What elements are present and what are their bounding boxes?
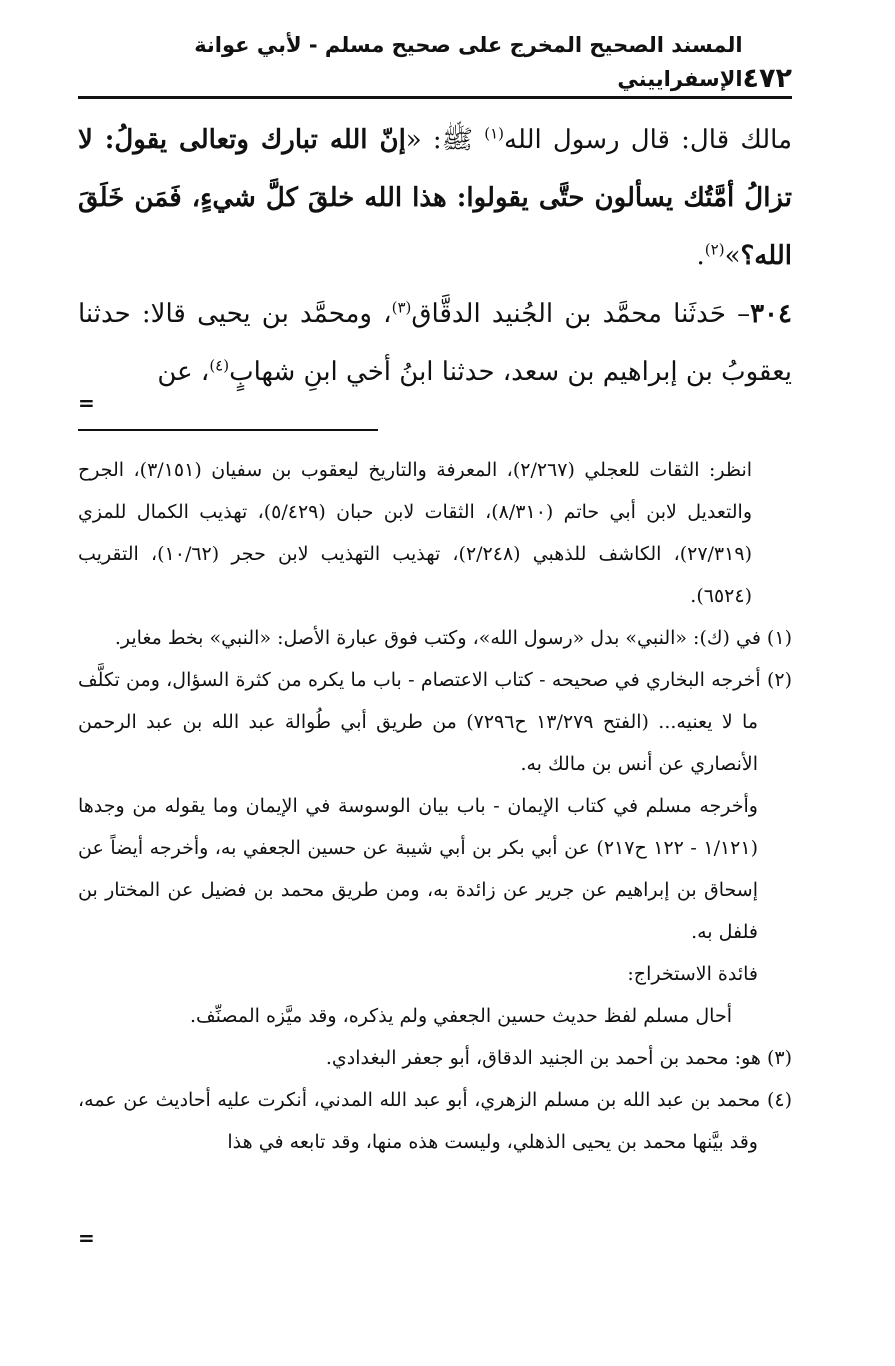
footnote-1: (١) في (ك): «النبي» بدل «رسول الله»، وكتب فوق عبارة الأصل: «النبي» بخط مغاير. bbox=[114, 627, 792, 649]
footnote-2-benefit-heading: فائدة الاستخراج: bbox=[627, 963, 758, 985]
text-segment: » bbox=[724, 241, 741, 271]
text-segment: – حَدثَنا محمَّد بن الجُنيد الدقَّاق bbox=[411, 299, 751, 329]
main-text bbox=[78, 111, 792, 401]
text-segment: ﷺ: « bbox=[405, 125, 485, 155]
footnote-ref-3[interactable]: (٣) bbox=[391, 298, 412, 317]
footnote-ref-2[interactable]: (٢) bbox=[704, 240, 725, 259]
footnote-ref-4[interactable]: (٤) bbox=[209, 356, 230, 375]
page-number: ٤٧٢ bbox=[742, 63, 792, 94]
book-page bbox=[78, 33, 792, 1163]
footnote-2-benefit: أحال مسلم لفظ حديث حسين الجعفي ولم يذكره، وقد ميَّزه المصنِّف. bbox=[189, 1005, 732, 1027]
text-segment: . bbox=[696, 241, 705, 271]
footnote-2-muslim: وأخرجه مسلم في كتاب الإيمان - باب بيان الوسوسة في الإيمان وما يقوله من وجدها (١/١٢١ - ١٢٢ ح٢١٧) عن أبي بكر بن أبي شيبة عن حسين الجعفي به، وأخرجه أيضاً عن إسحاق بن إبراهيم عن جرير عن زائدة به، ومن طريق محمد بن فضيل عن المختار بن فلفل به. bbox=[78, 795, 759, 943]
footnote-ref-1[interactable]: (١) bbox=[484, 124, 505, 143]
continuation-mark-bottom: = bbox=[78, 1226, 95, 1250]
hadith-number: ٣٠٤ bbox=[750, 299, 792, 329]
footnote-separator bbox=[78, 429, 378, 431]
hadith-text-paragraph bbox=[78, 111, 792, 285]
footnote-4: (٤) محمد بن عبد الله بن مسلم الزهري، أبو عبد الله المدني، أنكرت عليه أحاديث عن عمه، وقد بيَّنها محمد بن يحيى الذهلي، وليست هذه منها، وقد تابعه في هذا bbox=[78, 1089, 792, 1153]
footnote-continuation: انظر: الثقات للعجلي (٢/٢٦٧)، المعرفة والتاريخ ليعقوب بن سفيان (٣/١٥١)، الجرح والتعديل لابن أبي حاتم (٨/٣١٠)، الثقات لابن حبان (٥/٤٢٩)، تهذيب الكمال للمزي (٢٧/٣١٩)، الكاشف للذهبي (٢/٢٤٨)، تهذيب التهذيب لابن حجر (١٠/٦٢)، التقريب (٦٥٢٤). bbox=[78, 459, 753, 607]
text-segment: ، ومحمَّد بن يحيى قالا: حدثنا يعقوبُ بن إبراهيم بن سعد، حدثنا ابنُ أخي ابنِ شهابٍ bbox=[78, 299, 792, 387]
isnad-paragraph bbox=[78, 285, 792, 401]
running-title: المسند الصحيح المخرج على صحيح مسلم - لأبي عوانة الإسفراييني bbox=[194, 33, 743, 91]
footnotes-section bbox=[78, 449, 792, 1163]
footnote-2: (٢) أخرجه البخاري في صحيحه - كتاب الاعتصام - باب ما يكره من كثرة السؤال، ومن تكلَّف ما لا يعنيه... (الفتح ١٣/٢٧٩ ح٧٢٩٦) من طريق أبي طُوالة عبد الله بن عبد الرحمن الأنصاري عن أنس بن مالك به. bbox=[78, 669, 792, 775]
text-segment: مالك قال: قال رسول الله bbox=[504, 125, 792, 155]
hadith-quote: إنّ الله تبارك وتعالى يقولُ: لا تزالُ أمَّتُك يسألون حتَّى يقولوا: هذا الله خلقَ كلَّ شيءٍ، فَمَن خَلَقَ الله؟ bbox=[78, 125, 792, 271]
footnote-3: (٣) هو: محمد بن أحمد بن الجنيد الدقاق، أبو جعفر البغدادي. bbox=[325, 1047, 792, 1069]
text-segment: ، عن bbox=[157, 357, 210, 387]
page-header bbox=[78, 33, 792, 99]
continuation-mark-top: = bbox=[78, 391, 95, 415]
